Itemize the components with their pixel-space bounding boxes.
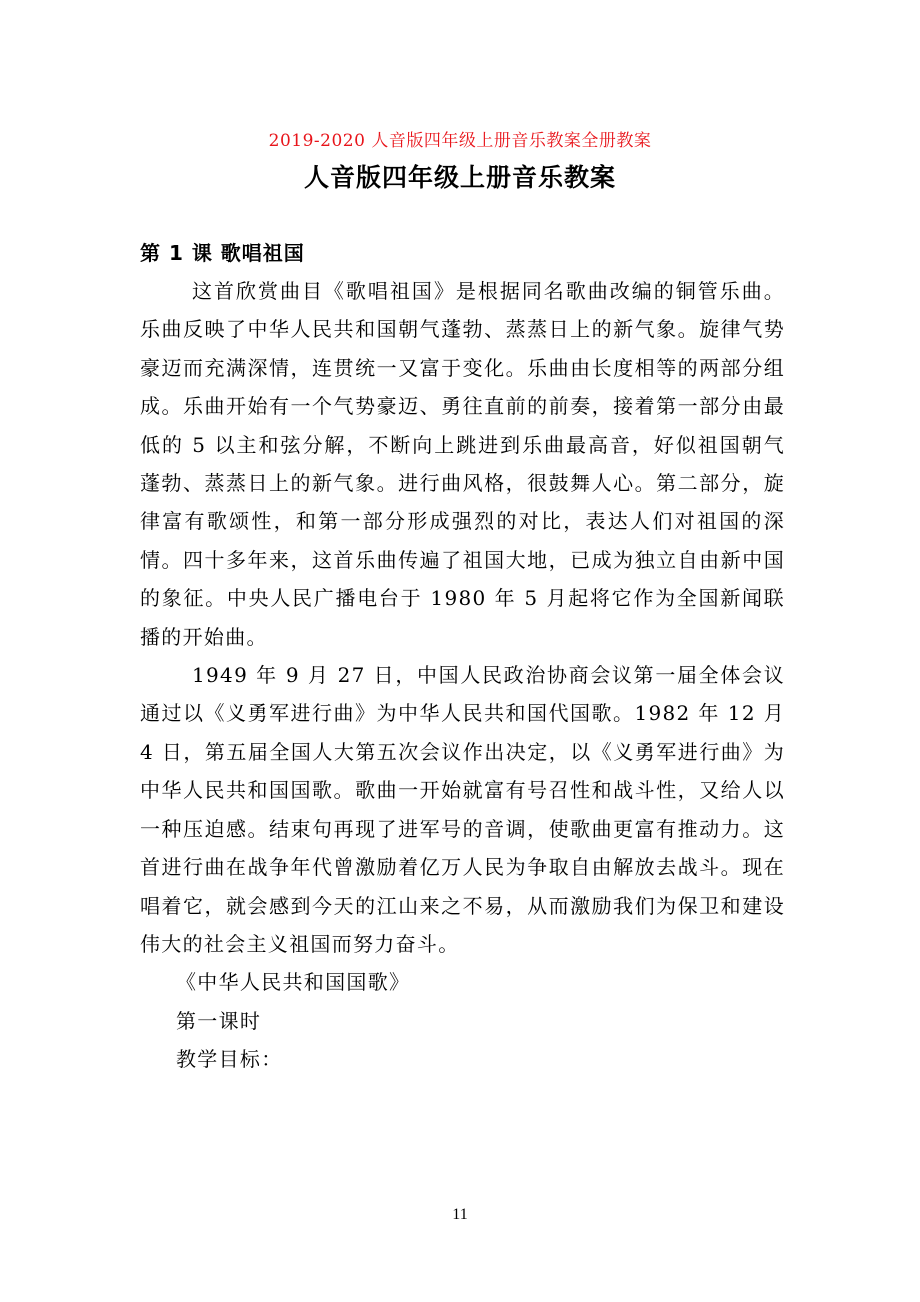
document-title: 人音版四年级上册音乐教案 xyxy=(303,163,616,192)
anthem-title-line: 《中华人民共和国国歌》 xyxy=(176,970,411,995)
teaching-goals-line: 教学目标： xyxy=(176,1047,283,1072)
paragraph-national-anthem: 1949 年 9 月 27 日，中国人民政治协商会议第一届全体会议通过以《义勇军进行曲》为中华人民共和国代国歌。1982 年 12 月 4 日，第五届全国人大第五次会议作出决定，以《义勇军进行曲》为中华人民共和国国歌。歌曲一开始就富有号召性和战斗性，又给人以一种压迫感。结束句再现了进军号的音调，使歌曲更富有推动力。这首进行曲在战争年代曾激励着亿万人民为争取自由解放去战斗。现在唱着它，就会感到今天的江山来之不易，从而激励我们为保卫和建设伟大的社会主义祖国而努力奋斗。 xyxy=(140,663,785,956)
document-subtitle: 2019-2020 人音版四年级上册音乐教案全册教案 xyxy=(268,131,652,151)
first-lesson-line: 第一课时 xyxy=(176,1008,262,1033)
document-body xyxy=(140,272,785,1079)
paragraph-song-of-motherland: 这首欣赏曲目《歌唱祖国》是根据同名歌曲改编的铜管乐曲。乐曲反映了中华人民共和国朝气蓬勃、蒸蒸日上的新气象。旋律气势豪迈而充满深情，连贯统一又富于变化。乐曲由长度相等的两部分组成。乐曲开始有一个气势豪迈、勇往直前的前奏，接着第一部分由最低的 5 以主和弦分解，不断向上跳进到乐曲最高音，好似祖国朝气蓬勃、蒸蒸日上的新气象。进行曲风格，很鼓舞人心。第二部分，旋律富有歌颂性，和第一部分形成强烈的对比，表达人们对祖国的深情。四十多年来，这首乐曲传遍了祖国大地，已成为独立自由新中国的象征。中央人民广播电台于 1980 年 5 月起将它作为全国新闻联播的开始曲。 xyxy=(140,279,785,649)
page-number: 11 xyxy=(452,1206,468,1223)
lesson-heading: 第 1 课 歌唱祖国 xyxy=(140,241,305,265)
